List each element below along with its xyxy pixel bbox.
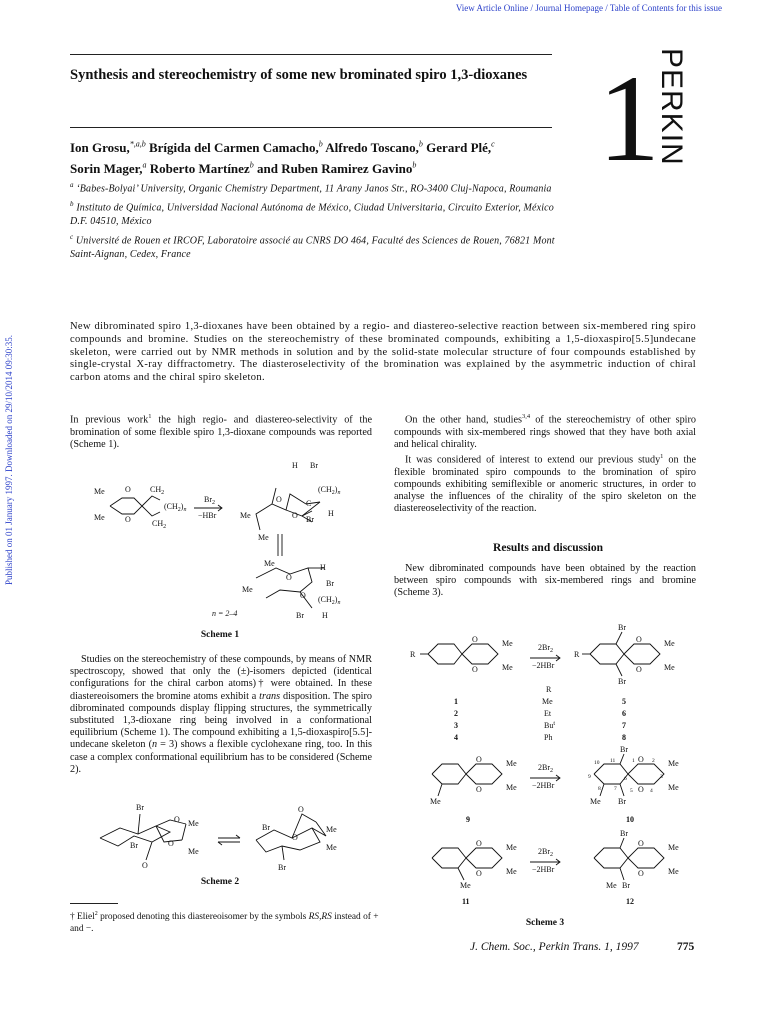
scheme-3 xyxy=(410,622,706,912)
s3-me: Me xyxy=(668,867,679,876)
affiliations xyxy=(70,178,570,262)
s1-chain: $(CH_2)_n$ xyxy=(164,502,187,513)
s3-me: Me xyxy=(668,843,679,852)
s3-me: Me xyxy=(460,881,471,890)
logo-numeral: 1 xyxy=(598,50,660,170)
s3-byproduct: −2HBr xyxy=(532,661,555,670)
s1-chain: $(CH_2)_n$ xyxy=(318,595,341,606)
header-links xyxy=(456,3,722,13)
s3-ring-number: 10 xyxy=(594,760,600,766)
s2-me: Me xyxy=(188,847,199,856)
s2-o: O xyxy=(298,805,304,814)
journal-citation: J. Chem. Soc., Perkin Trans. 1, 1997 xyxy=(470,941,639,953)
s3-me: Me xyxy=(506,867,517,876)
s3-br: Br xyxy=(622,881,630,890)
s3-start-3: 3 xyxy=(454,721,458,730)
s3-ring-number: 2 xyxy=(652,758,655,764)
s1-h: H xyxy=(322,611,328,620)
s1-byproduct: −HBr xyxy=(198,511,217,520)
s1-chain: $(CH_2)_n$ xyxy=(318,485,341,496)
s1-me: Me xyxy=(242,585,253,594)
s2-me: Me xyxy=(326,843,337,852)
scheme-2 xyxy=(90,800,360,872)
link-separator: / xyxy=(603,3,610,13)
s3-compound-11: 11 xyxy=(462,897,470,906)
s1-c: C xyxy=(306,499,312,508)
s3-r: R xyxy=(410,650,416,659)
s3-reagent: $2Br_2$ xyxy=(538,763,553,774)
s3-ring-number: 8 xyxy=(598,786,601,792)
s2-me: Me xyxy=(326,825,337,834)
s3-ring-number: 6 xyxy=(624,776,627,782)
s1-n-range: n = 2–4 xyxy=(212,609,238,618)
affiliation-c: $^c$ Université de Rouen et IRCOF, Laboratoire associé au CNRS DO 464, Faculté des Sciences de Rouen, 76821 Mont Saint-Aignan, Cedex, France xyxy=(70,232,555,261)
s3-product-3: 7 xyxy=(622,721,626,730)
s3-product-4: 8 xyxy=(622,733,626,742)
s1-h: H xyxy=(292,461,298,470)
logo-word: PERKIN xyxy=(655,48,688,166)
s2-br: Br xyxy=(262,823,270,832)
s1-reagent: $Br_2$ xyxy=(204,495,215,506)
s3-o: O xyxy=(638,869,644,878)
s1-ch2: $CH_2$ xyxy=(150,485,165,496)
s3-me: Me xyxy=(502,663,513,672)
paragraph: Studies on the stereochemistry of these compounds, by means of NMR spectroscopy, showed that only the (±)-isomers depicted (identical configurations for the chiral carbon atoms)† were obtained. In these diastereoisomers the bromine atoms exhibit a trans disposition. The spiro dibrominated compounds display flipping structures, the symmetrically substituted 1,3-dioxane ring being involved in a conformational equilibrium (Scheme 1). The compound exhibiting a 1,5-dioxaspiro[5.5]-undecane skeleton (n = 3) shows a flexible cyclohexane ring, too. In this case a complex conformational equilibrium has to be considered (Scheme 2). xyxy=(70,654,372,775)
author-list xyxy=(70,136,560,177)
s3-o: O xyxy=(476,755,482,764)
s3-o: O xyxy=(638,785,644,794)
paragraph: In previous work$^1$ the high regio- and diastereo-selectivity of the bromination of some flexible spiro 1,3-dioxane compounds was reported (Scheme 1). xyxy=(70,413,372,450)
s2-o: O xyxy=(142,861,148,870)
s3-r-3: Bu$^t$ xyxy=(544,721,556,730)
s1-me: Me xyxy=(94,513,105,522)
s3-me: Me xyxy=(506,843,517,852)
s3-me: Me xyxy=(606,881,617,890)
s3-br: Br xyxy=(618,623,626,632)
s3-start-2: 2 xyxy=(454,709,458,718)
toc-link[interactable]: Table of Contents for this issue xyxy=(609,3,722,13)
s3-r-4: Ph xyxy=(544,733,553,742)
s1-o: O xyxy=(286,573,292,582)
s3-byproduct: −2HBr xyxy=(532,781,555,790)
author-5: Roberto Martínez$^b$ and xyxy=(149,160,282,176)
s1-o: O xyxy=(276,495,282,504)
s1-br: Br xyxy=(326,579,334,588)
s3-r-header: R xyxy=(546,685,552,694)
s3-product-2: 6 xyxy=(622,709,626,718)
s3-ring-number: 3 xyxy=(660,774,663,780)
s3-me: Me xyxy=(506,759,517,768)
scheme-1 xyxy=(80,458,380,624)
scheme-3-caption: Scheme 3 xyxy=(525,918,565,928)
s3-br: Br xyxy=(618,677,626,686)
perkin-logo xyxy=(594,42,704,170)
page-number: 775 xyxy=(677,941,695,953)
journal-homepage-link[interactable]: Journal Homepage xyxy=(535,3,604,13)
s3-br: Br xyxy=(620,745,628,754)
s1-me: Me xyxy=(240,511,251,520)
s3-o: O xyxy=(638,839,644,848)
link-separator: / xyxy=(528,3,536,13)
s1-h: H xyxy=(320,563,326,572)
s3-ring-number: 9 xyxy=(588,774,591,780)
s3-o: O xyxy=(636,635,642,644)
title-bottom-rule xyxy=(70,127,552,128)
author-2: Alfredo Toscano,$^b$ xyxy=(325,140,423,156)
paragraph: It was considered of interest to extend our previous study$^1$ on the flexible brominated spiro compounds to the bromination of spiro compounds exhibiting semiflexible or anomeric structures, in order to analyse the influences of the chirality of the spiro skeleton on the diastereoselectivity of the reaction. xyxy=(394,453,696,515)
s1-o: O xyxy=(292,511,298,520)
s3-start-4: 4 xyxy=(454,733,458,742)
s1-me: Me xyxy=(264,559,275,568)
s3-o: O xyxy=(476,785,482,794)
s3-ring-number: 11 xyxy=(610,758,616,764)
s3-me: Me xyxy=(506,783,517,792)
s3-me: Me xyxy=(502,639,513,648)
paragraph: New dibrominated compounds have been obtained by the reaction between spiro compounds with six-membered rings and bromine (Scheme 3). xyxy=(394,563,696,599)
s3-o: O xyxy=(636,665,642,674)
author-4: Sorin Mager,$^a$ xyxy=(70,160,147,176)
s2-o: O xyxy=(292,833,298,842)
s3-byproduct: −2HBr xyxy=(532,865,555,874)
s3-start-1: 1 xyxy=(454,697,458,706)
s3-r-2: Et xyxy=(544,709,552,718)
s1-br: Br xyxy=(296,611,304,620)
affiliation-a: $^a$ ‘Babes-Bolyai’ University, Organic Chemistry Department, 11 Arany Janos Str., RO-3400 Cluj-Napoca, Roumania xyxy=(70,181,552,195)
s2-o: O xyxy=(174,815,180,824)
s3-o: O xyxy=(476,869,482,878)
s3-br: Br xyxy=(620,829,628,838)
s3-ring-number: 1 xyxy=(632,758,635,764)
s3-compound-9: 9 xyxy=(466,815,470,824)
s1-h: H xyxy=(328,509,334,518)
s3-ring-number: 7 xyxy=(614,786,617,792)
abstract: New dibrominated spiro 1,3-dioxanes have been obtained by a regio- and diastereo-selective reaction between six-membered ring spiro compounds and bromine. Studies on the stereochemistry of these brominated compounds, exhibiting a 1,5-dioxaspiro[5.5]undecane skeleton, were carried out by NMR methods in solution and by the solid-state molecular structure of four compounds established by single-crystal X-ray diffractometry. The diasteroselectivity of the bromination was explained by the asymmetric induction of chiral carbon atoms and the chiral spiro skeleton. xyxy=(70,321,696,384)
s3-compound-12: 12 xyxy=(626,897,634,906)
s2-o: O xyxy=(168,839,174,848)
section-heading: Results and discussion xyxy=(493,542,603,554)
publication-note-text: Published on 01 January 1997. Downloaded on 29/10/2014 09:30:35. xyxy=(4,335,14,585)
s3-r-1: Me xyxy=(542,697,553,706)
s3-o: O xyxy=(472,665,478,674)
s3-br: Br xyxy=(618,797,626,806)
scheme-1-caption: Scheme 1 xyxy=(200,630,240,640)
s1-ch2: $CH_2$ xyxy=(152,519,167,530)
s3-ring-number: 5 xyxy=(630,788,633,794)
article-title: Synthesis and stereochemistry of some new brominated spiro 1,3-dioxanes xyxy=(70,67,528,83)
s1-o: O xyxy=(125,515,131,524)
s3-reagent: $2Br_2$ xyxy=(538,847,553,858)
author-6: Ruben Ramirez Gavino$^b$ xyxy=(281,160,417,176)
author-0: Ion Grosu,$^{*,a,b}$ xyxy=(70,140,146,156)
s3-r: R xyxy=(574,650,580,659)
s3-o: O xyxy=(476,839,482,848)
s1-br: Br xyxy=(310,461,318,470)
s1-br: Br xyxy=(306,515,314,524)
left-col-stereo xyxy=(70,654,372,776)
s3-me: Me xyxy=(664,663,675,672)
publication-note xyxy=(2,300,16,620)
s3-me: Me xyxy=(668,783,679,792)
s1-o: O xyxy=(125,485,131,494)
scheme-2-caption: Scheme 2 xyxy=(200,877,240,887)
s2-br: Br xyxy=(130,841,138,850)
s3-me: Me xyxy=(668,759,679,768)
view-article-link[interactable]: View Article Online xyxy=(455,3,529,13)
right-col-results xyxy=(394,563,696,600)
footnote: † Eliel$^2$ proposed denoting this diastereoisomer by the symbols RS,RS instead of + and −. xyxy=(70,911,379,934)
s3-o: O xyxy=(638,755,644,764)
s3-me: Me xyxy=(664,639,675,648)
s2-br: Br xyxy=(278,863,286,872)
affiliation-b: $^b$ Instituto de Química, Universidad Nacional Autónoma de México, Ciudad Universitaria, Circuito Exterior, México D.F. 04510, México xyxy=(70,199,554,228)
s1-o: O xyxy=(300,591,306,600)
s3-me: Me xyxy=(590,797,601,806)
s3-ring-number: 4 xyxy=(650,788,653,794)
s3-compound-10: 10 xyxy=(626,815,634,824)
title-top-rule xyxy=(70,54,552,55)
footnote-rule xyxy=(70,903,118,904)
s2-me: Me xyxy=(188,819,199,828)
s1-me: Me xyxy=(258,533,269,542)
s1-me: Me xyxy=(94,487,105,496)
s3-o: O xyxy=(472,635,478,644)
paragraph: On the other hand, studies$^{3,4}$ of the stereochemistry of other spiro compounds with six-membered rings showed that they have both axial and helical chirality. xyxy=(394,413,696,450)
author-3: Gerard Plé,$^c$ xyxy=(426,140,495,156)
left-col-intro xyxy=(70,411,372,451)
author-1: Brígida del Carmen Camacho,$^b$ xyxy=(148,140,323,156)
right-col-intro xyxy=(394,411,696,515)
s3-me: Me xyxy=(430,797,441,806)
s2-br: Br xyxy=(136,803,144,812)
s3-product-1: 5 xyxy=(622,697,626,706)
s3-reagent: $2Br_2$ xyxy=(538,643,553,654)
